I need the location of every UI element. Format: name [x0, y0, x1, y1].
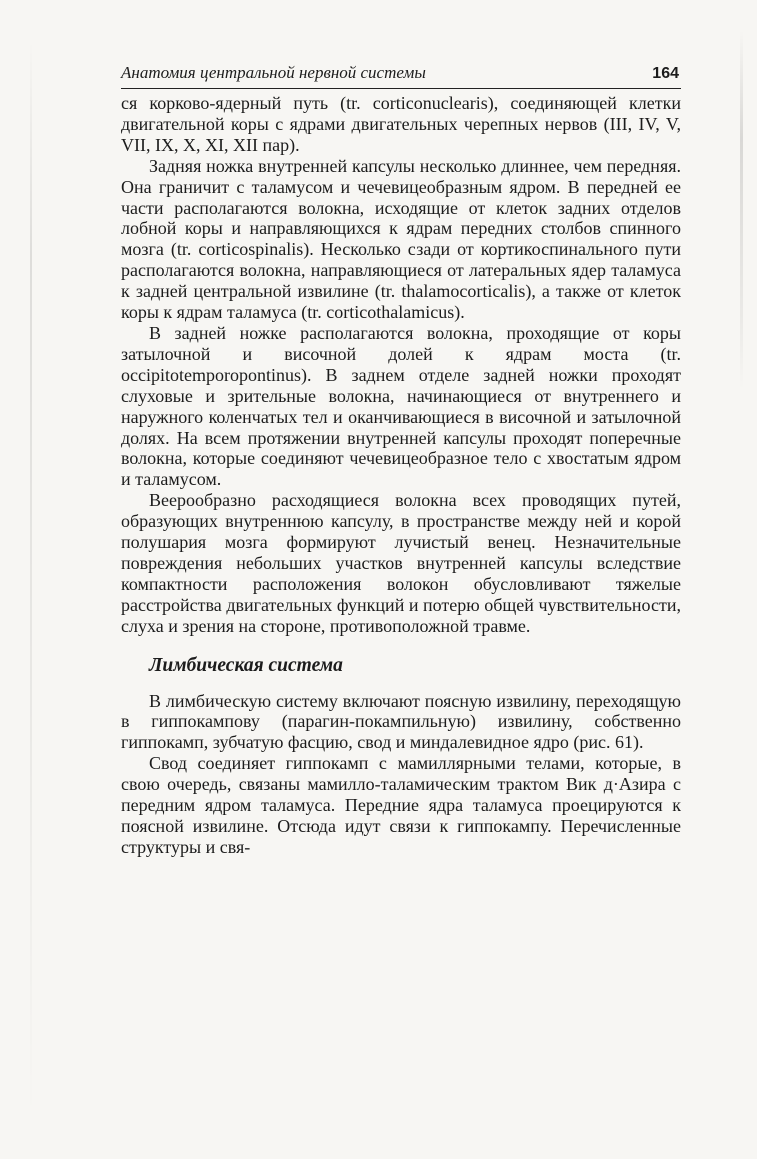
paragraph: В лимбическую систему включают поясную извилину, переходящую в гиппокампову (парагин-покампильную) извилину, собственно гиппокамп, зубчатую фасцию, свод и миндалевидное ядро (рис. 61). — [121, 690, 681, 753]
section-heading: Лимбическая система — [149, 654, 343, 676]
paragraph: Веерообразно расходящиеся волокна всех проводящих путей, образующих внутреннюю капсулу, в пространстве между ней и корой полушария мозга формируют лучистый венец. Незначительные повреждения небольших участков внутренней капсулы вследствие компактности расположения волокон обусловливают тяжелые расстройства двигательных функций и потерю общей чувствительности, слуха и зрения на стороне, противоположной травме. — [121, 490, 681, 636]
book-page — [121, 62, 681, 858]
scan-edge-left — [30, 40, 32, 1120]
running-title: Анатомия центральной нервной системы — [121, 63, 426, 82]
paragraph: Свод соединяет гиппокамп с мамиллярными телами, которые, в свою очередь, связаны мамилло-таламическим трактом Вик д·Азира с передним ядром таламуса. Передние ядра таламуса проецируются к поясной извилине. Отсюда идут связи к гиппокампу. Перечисленные структуры и свя- — [121, 753, 681, 857]
scan-edge-right — [740, 30, 743, 390]
body-text — [121, 93, 681, 858]
running-head — [121, 62, 681, 89]
page-number: 164 — [652, 65, 679, 82]
paragraph: Задняя ножка внутренней капсулы несколько длиннее, чем передняя. Она граничит с таламусом и чечевицеобразным ядром. В передней ее части располагаются волокна, исходящие от клеток задних отделов лобной коры и направляющихся к ядрам передних столбов спинного мозга (tr. corticospinalis). Несколько сзади от кортикоспинального пути располагаются волокна, направляющиеся от латеральных ядер таламуса к задней центральной извилине (tr. thalamocorticalis), а также от клеток коры к ядрам таламуса (tr. corticothalamicus). — [121, 155, 681, 323]
paragraph: В задней ножке располагаются волокна, проходящие от коры затылочной и височной долей к ядрам моста (tr. occipitotemporopontinus). В заднем отделе задней ножки проходят слуховые и зрительные волокна, начинающиеся от внутреннего и наружного коленчатых тел и оканчивающиеся в височной и затылочной долях. На всем протяжении внутренней капсулы проходят поперечные волокна, которые соединяют чечевицеобразное тело с хвостатым ядром и таламусом. — [121, 322, 681, 490]
paragraph-continuation: ся корково-ядерный путь (tr. corticonuclearis), соединяющей клетки двигательной коры с ядрами двигательных черепных нервов (III, IV, V, VII, IX, X, XI, XII пар). — [121, 93, 681, 155]
